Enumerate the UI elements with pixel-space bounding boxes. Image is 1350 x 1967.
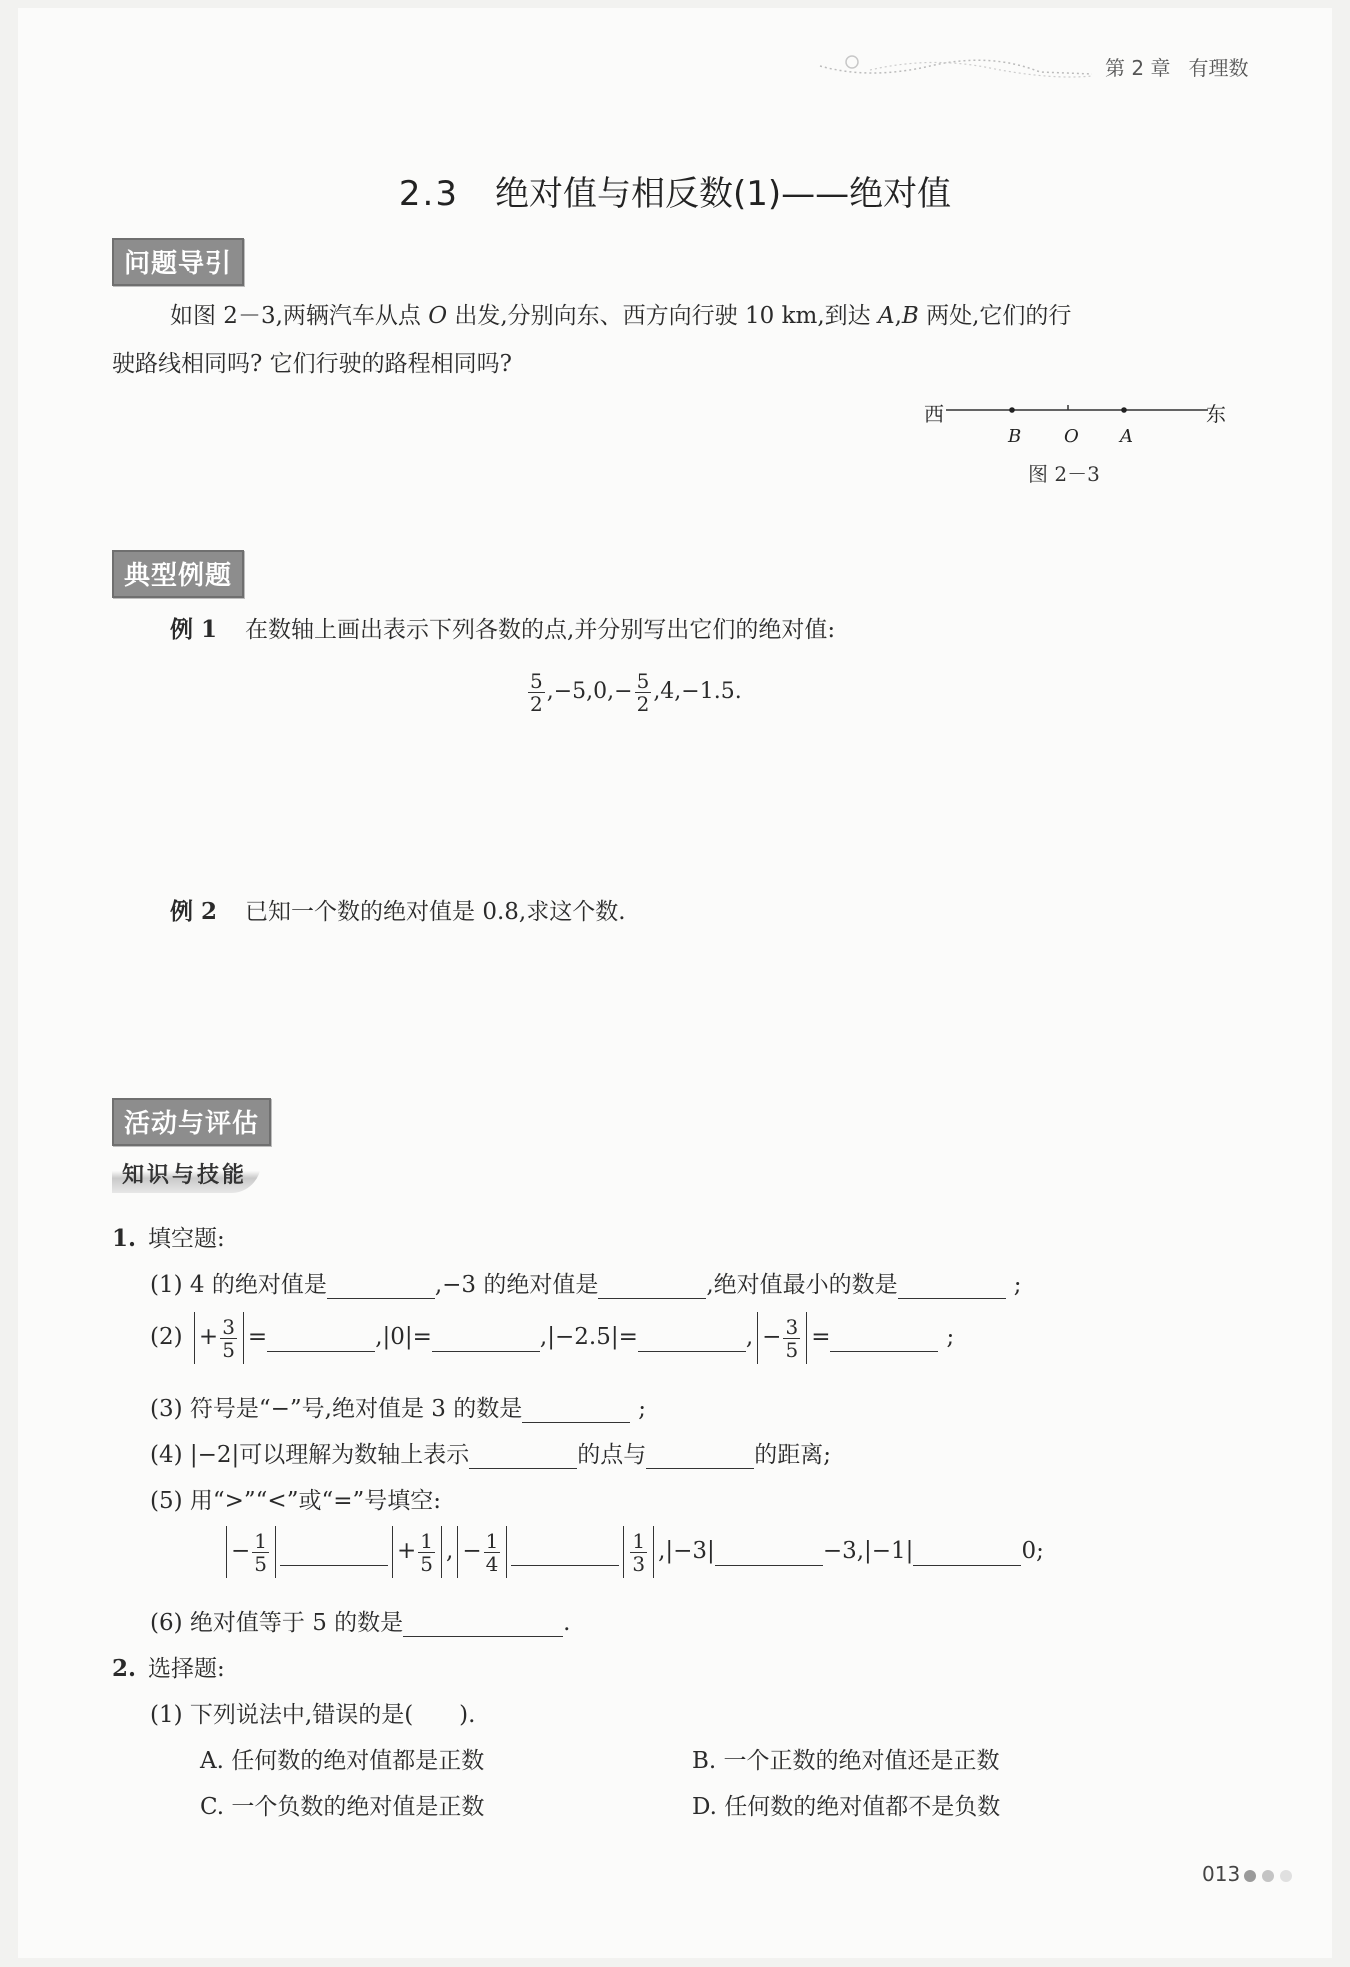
label-west: 西	[924, 402, 944, 426]
fraction: $\frac{5}{2}$	[530, 668, 543, 716]
question-1-3: (3) 符号是“−”号,绝对值是 3 的数是 ;	[150, 1396, 646, 1422]
question-2-1: (1) 下列说法中,错误的是( ).	[150, 1702, 476, 1728]
point-a-label: A	[1120, 426, 1133, 447]
option-b[interactable]: B. 一个正数的绝对值还是正数	[692, 1748, 1000, 1774]
figure-caption: 图 2－3	[1028, 462, 1100, 486]
answer-blank[interactable]	[511, 1537, 619, 1566]
header-wave-decoration	[810, 52, 1095, 82]
fraction: $\frac{5}{2}$	[636, 668, 650, 716]
option-c[interactable]: C. 一个负数的绝对值是正数	[200, 1794, 485, 1820]
question-1-5: (5) 用“>”“<”或“=”号填空:	[150, 1488, 442, 1514]
figure-number-line	[924, 398, 1244, 448]
answer-blank[interactable]	[280, 1537, 388, 1566]
problem-paragraph-line2: 驶路线相同吗? 它们行驶的路程相同吗?	[112, 351, 512, 377]
example-1-text: 在数轴上画出表示下列各数的点,并分别写出它们的绝对值:	[245, 617, 836, 643]
tag-activity-assessment: 活动与评估	[112, 1098, 271, 1146]
page-dot-3	[1280, 1870, 1292, 1882]
page-dot-1	[1244, 1870, 1256, 1882]
label-east: 东	[1206, 402, 1226, 426]
example-1-numbers: $\frac{5}{2}$ ,−5,0,− $\frac{5}{2}$ ,4,−1.5.	[530, 668, 742, 716]
example-2-text: 已知一个数的绝对值是 0.8,求这个数.	[245, 899, 626, 925]
section-title-text: 绝对值与相反数(1)——绝对值	[494, 174, 952, 214]
question-1-2: (2) + $\frac{3}{5}$ = ,|0|= ,|−2.5|= , − $\frac{3}{5}$ = ;	[150, 1312, 954, 1364]
section-number: 2.3	[398, 174, 459, 214]
answer-blank[interactable]	[327, 1270, 435, 1299]
answer-blank[interactable]	[913, 1537, 1021, 1566]
example-1	[170, 606, 835, 654]
answer-blank[interactable]	[267, 1323, 375, 1352]
answer-blank[interactable]	[715, 1537, 823, 1566]
chapter-number: 第 2 章	[1105, 56, 1171, 80]
answer-blank[interactable]	[638, 1323, 746, 1352]
chapter-header	[1101, 52, 1248, 81]
number-line	[946, 402, 1208, 418]
chapter-name: 有理数	[1188, 56, 1249, 80]
problem-paragraph-line1: 如图 2－3,两辆汽车从点 O 出发,分别向东、西方向行驶 10 km,到达 A,B 两处,它们的行	[170, 303, 1072, 329]
point-o-label: O	[1064, 426, 1079, 447]
answer-blank[interactable]	[522, 1394, 630, 1423]
example-2	[170, 888, 626, 936]
tag-problem-intro: 问题导引	[112, 238, 244, 286]
page	[18, 8, 1332, 1958]
question-1-6: (6) 绝对值等于 5 的数是 .	[150, 1610, 571, 1636]
point-b-label: B	[1008, 426, 1022, 447]
question-2-title: 2. 选择题:	[112, 1655, 225, 1682]
question-1-5-comparisons: − $\frac{1}{5}$ + $\frac{1}{5}$ , − $\frac{1}{4}$ $\frac{1}{3}$ ,|−3| −3,|−1| 0;	[222, 1526, 1044, 1578]
section-title	[18, 166, 1332, 215]
page-number: 013	[1202, 1862, 1241, 1886]
answer-blank[interactable]	[469, 1440, 577, 1469]
answer-blank[interactable]	[403, 1608, 563, 1637]
subtag-knowledge-skills: 知识与技能	[112, 1156, 261, 1193]
example-2-label: 例 2	[170, 898, 218, 925]
option-d[interactable]: D. 任何数的绝对值都不是负数	[692, 1794, 1001, 1820]
question-1-title: 1. 填空题:	[112, 1225, 225, 1252]
question-1-4: (4) |−2|可以理解为数轴上表示 的点与 的距离;	[150, 1442, 832, 1468]
answer-blank[interactable]	[646, 1440, 754, 1469]
tag-typical-examples: 典型例题	[112, 550, 244, 598]
question-1-1: (1) 4 的绝对值是 ,−3 的绝对值是 ,绝对值最小的数是 ;	[150, 1272, 1022, 1298]
answer-blank[interactable]	[598, 1270, 706, 1299]
page-dot-2	[1262, 1870, 1274, 1882]
answer-blank[interactable]	[898, 1270, 1006, 1299]
example-1-label: 例 1	[170, 616, 218, 643]
option-a[interactable]: A. 任何数的绝对值都是正数	[200, 1748, 485, 1774]
answer-blank[interactable]	[432, 1323, 540, 1352]
answer-blank[interactable]	[830, 1323, 938, 1352]
